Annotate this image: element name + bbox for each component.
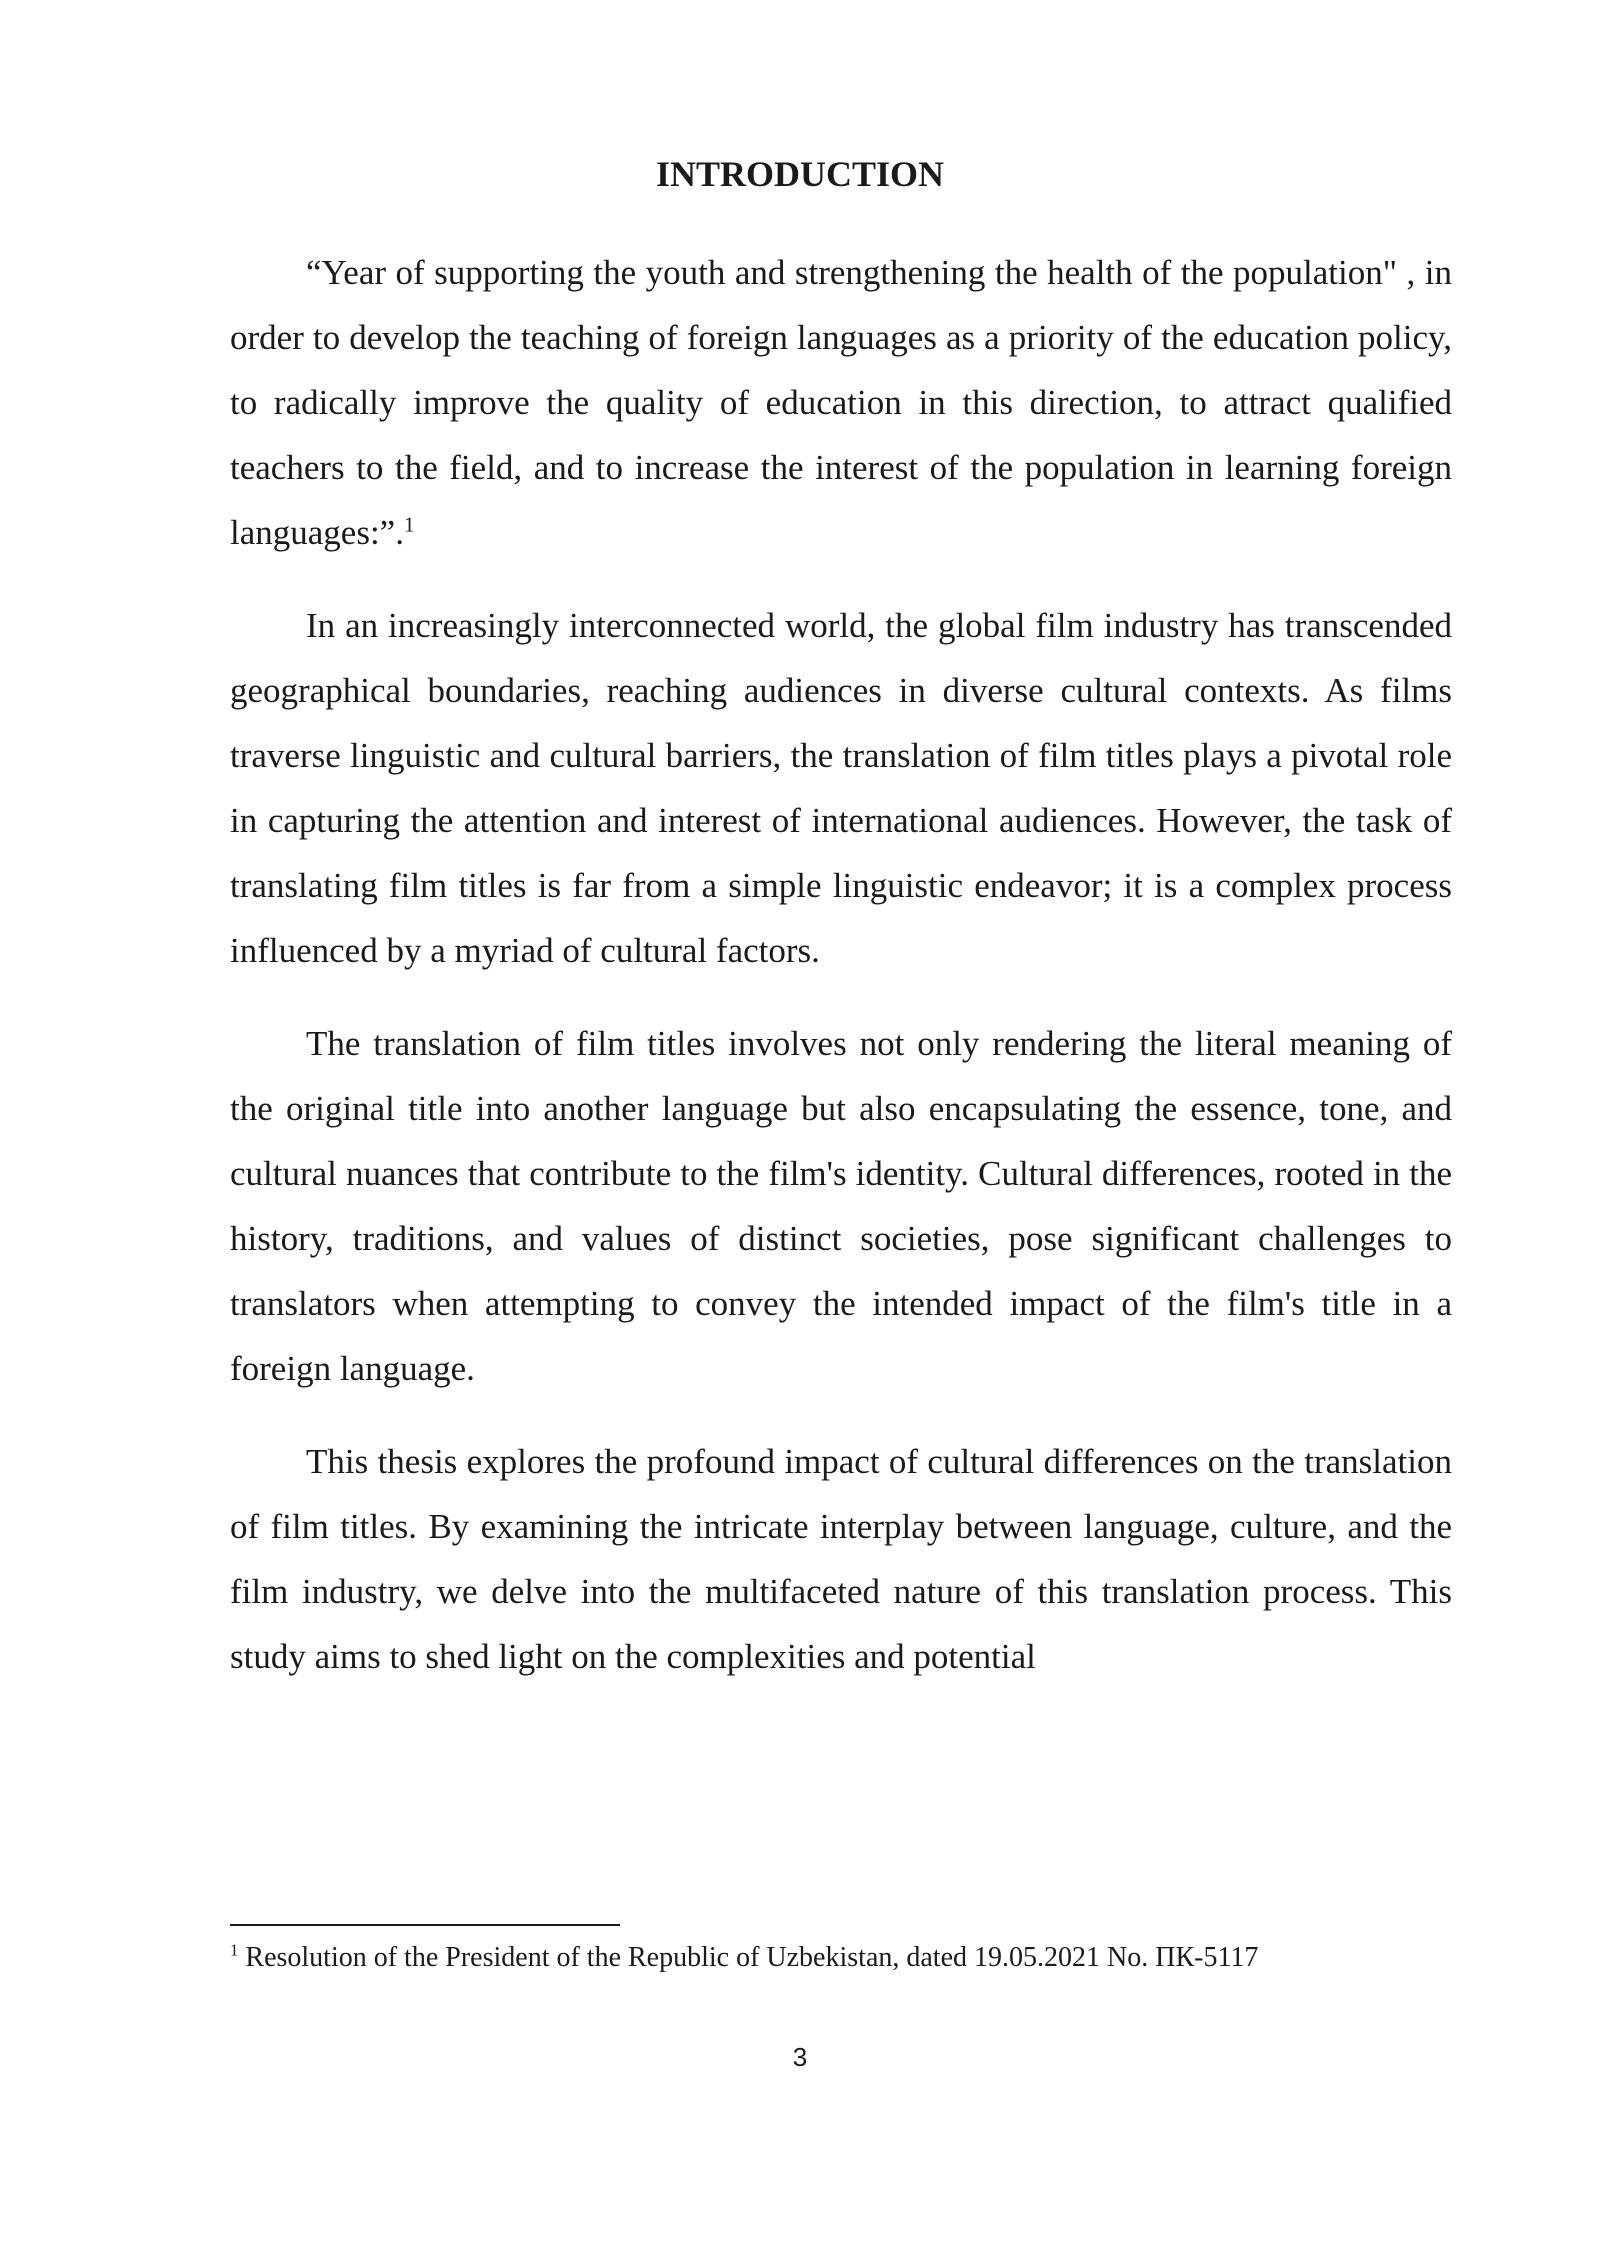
paragraph-2: In an increasingly interconnected world, the global film industry has transcended geographical boundaries, reaching audiences in diverse cultural contexts. As films traverse linguistic and cultural barriers, the translation of film titles plays a pivotal role in capturing the attention and interest of international audiences. However, the task of translating film titles is far from a simple linguistic endeavor; it is a complex process influenced by a myriad of cultural factors. — [230, 606, 1452, 970]
footnote — [230, 1938, 1452, 1978]
footnote-divider — [230, 1924, 620, 1926]
footnote-marker: 1 — [230, 1940, 239, 1960]
paragraph-3: The translation of film titles involves not only rendering the literal meaning of the original title into another language but also encapsulating the essence, tone, and cultural nuances that contribute to the film's identity. Cultural differences, rooted in the history, traditions, and values of distinct societies, pose significant challenges to translators when attempting to convey the intended impact of the film's title in a foreign language. — [230, 1024, 1452, 1388]
paragraph-4: This thesis explores the profound impact of cultural differences on the translation of film titles. By examining the intricate interplay between language, culture, and the film industry, we delve into the multifaceted nature of this translation process. This study aims to shed light on the complexities and potential — [230, 1442, 1452, 1676]
paragraph-1 — [230, 240, 1452, 565]
body-text — [230, 240, 1452, 1717]
paragraph-1-text: “Year of supporting the youth and strengthening the health of the population" , in order to develop the teaching of foreign languages as a priority of the education policy, to radically improve the quality of education in this direction, to attract qualified teachers to the field, and to increase the interest of the population in learning foreign languages:”. — [230, 253, 1452, 552]
page-title: INTRODUCTION — [655, 154, 945, 194]
footnote-text: Resolution of the President of the Republic of Uzbekistan, dated 19.05.2021 No. ПК-5117 — [245, 1942, 1259, 1973]
footnote-reference: 1 — [403, 512, 415, 537]
page-number: 3 — [792, 2042, 808, 2072]
